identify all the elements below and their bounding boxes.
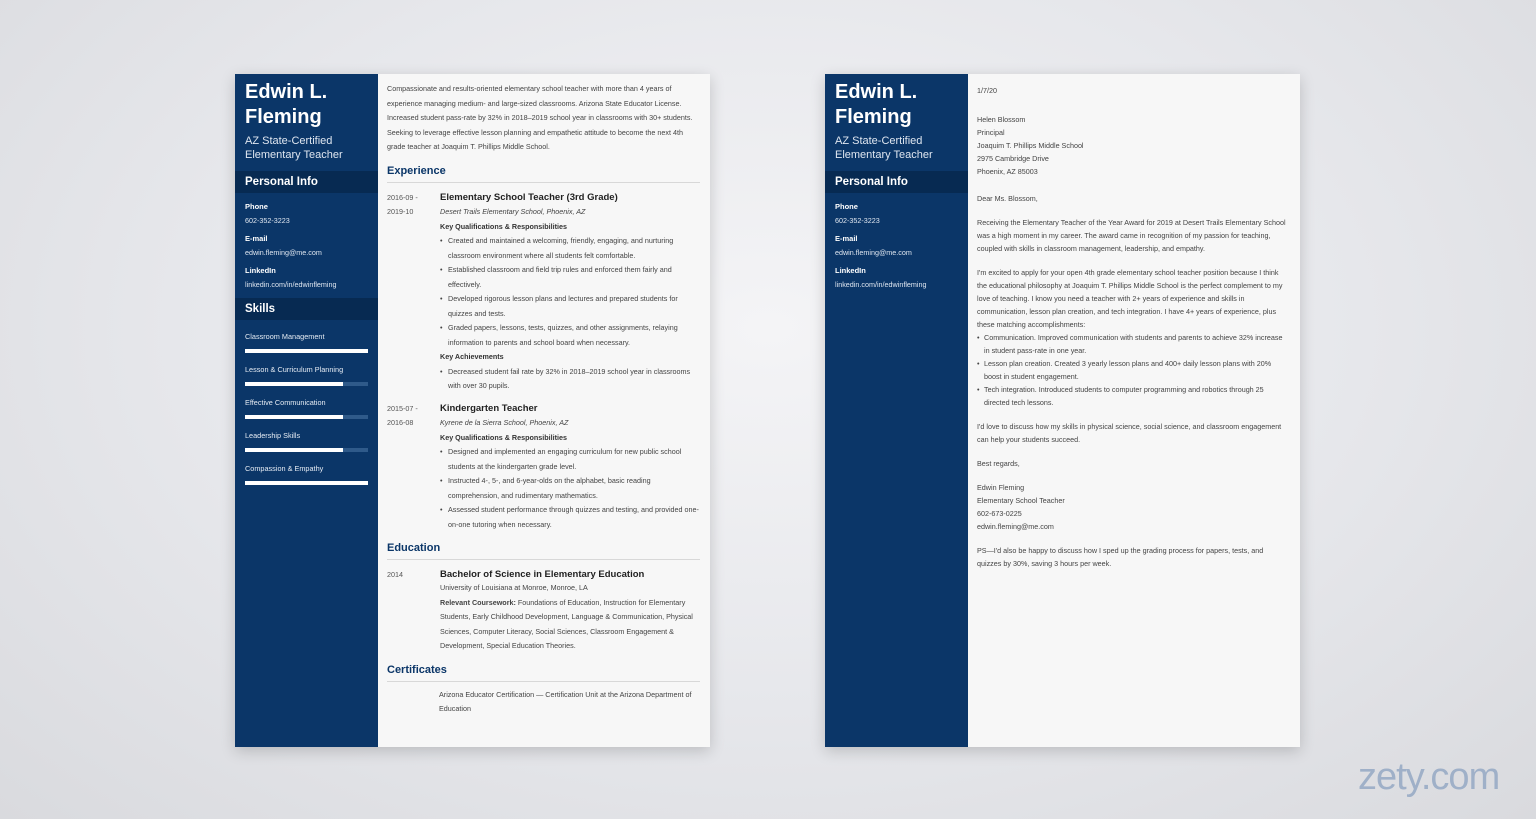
linkedin-label: LinkedIn [245,266,276,275]
resume-sidebar [235,74,378,747]
accomplishments [977,331,1288,409]
linkedin-label: LinkedIn [835,266,866,275]
experience-dates: 2016-09 - 2019-10 [387,192,418,216]
closing: Best regards, [977,459,1020,468]
phone-label: Phone [835,202,858,211]
list-item: • Tech integration. Introduced students to computer programming and robotics through 25 directed tech lessons. [984,383,1288,409]
linkedin-value: linkedin.com/in/edwinfleming [245,280,337,289]
responsibilities-list [440,445,700,532]
certificates-heading: Certificates [387,664,700,682]
letter-date: 1/7/20 [977,86,997,95]
skill-name: Effective Communication [245,398,326,407]
skill-fill [245,415,343,419]
skill-bar [245,448,368,452]
letter-job-title: AZ State-Certified Elementary Teacher [835,135,933,161]
resume-page [235,74,710,747]
personal-info [835,202,958,289]
experience-entry [387,402,700,533]
list-item: • Instructed 4-, 5-, and 6-year-olds on the alphabet, basic reading comprehension, and rudimentary mathematics. [448,474,700,503]
skill-bar [245,481,368,485]
skills-heading: Skills [235,298,378,320]
job-title: Elementary School Teacher (3rd Grade) [440,191,618,203]
list-item: • Lesson plan creation. Created 3 yearly lesson plans and 400+ daily lesson plans with 20% boost in student engagement. [984,357,1288,383]
postscript: PS—I'd also be happy to discuss how I sped up the grading process for papers, tests, and quizzes by 30%, saving 3 hours per week. [977,546,1264,568]
achievements-heading: Key Achievements [440,352,504,361]
responsibilities-heading: Key Qualifications & Responsibilities [440,432,568,442]
certificate: Arizona Educator Certification — Certification Unit at the Arizona Department of Education [439,689,692,713]
responsibilities-heading: Key Qualifications & Responsibilities [440,221,568,231]
school: University of Louisiana at Monroe, Monroe, LA [440,583,588,592]
resume-summary: Compassionate and results-oriented elementary school teacher with more than 4 years of experience managing medium- and large-sized classrooms. Arizona State Educator License. Increased student pass-rate by 32% in 2018–2019 school year in classrooms with 30+ students. Seeking to leverage effective lesson planning and empathetic attitude to become the next 4th grade teacher at Joaquim T. Phillips Middle School. [387,84,693,151]
experience-dates: 2015-07 - 2016-08 [387,403,418,427]
phone-label: Phone [245,202,268,211]
skill-bar [245,349,368,353]
email-label: E-mail [835,234,858,243]
list-item: • Designed and implemented an engaging curriculum for new public school students at the kindergarten grade level. [448,445,700,474]
accomplishments-list [977,331,1288,409]
skill-name: Lesson & Curriculum Planning [245,365,344,374]
education-entry [387,568,700,654]
personal-info-heading: Personal Info [825,171,968,193]
list-item: • Established classroom and field trip rules and enforced them fairly and effectively. [448,263,700,292]
skill-fill [245,481,368,485]
company: Desert Trails Elementary School, Phoenix, AZ [440,206,586,216]
list-item: • Graded papers, lessons, tests, quizzes, and other assignments, relaying information to parents and school board when necessary. [448,321,700,350]
letter-name: Edwin L. Fleming [835,81,918,128]
list-item: • Communication. Improved communication with students and parents to achieve 32% increase in student pass-rate in one year. [984,331,1288,357]
skill-bar [245,415,368,419]
list-item: • Created and maintained a welcoming, friendly, engaging, and nurturing classroom environment where all students felt comfortable. [448,234,700,263]
personal-info-heading: Personal Info [235,171,378,193]
letter-paragraph: Receiving the Elementary Teacher of the Year Award for 2019 at Desert Trails Elementary School was a high moment in my career. The award came in recognition of my passion for teaching, coupled with skills in classroom management, leadership, and empathy. [977,218,1286,253]
phone-value: 602-352-3223 [245,216,290,225]
skills-list [245,332,368,485]
skill-name: Compassion & Empathy [245,464,324,473]
skill-bar [245,382,368,386]
list-item: • Developed rigorous lesson plans and lectures and prepared students for quizzes and tests. [448,292,700,321]
email-label: E-mail [245,234,268,243]
skill-fill [245,382,343,386]
achievements-list [440,365,700,394]
skill-name: Leadership Skills [245,431,301,440]
experience-entry [387,191,700,394]
letter-sidebar [825,74,968,747]
zety-logo: zety.com [1358,756,1500,798]
company: Kyrene de la Sierra School, Phoenix, AZ [440,417,569,427]
experience-heading: Experience [387,165,700,183]
resume-main [378,74,710,747]
skill-name: Classroom Management [245,332,325,341]
degree: Bachelor of Science in Elementary Education [440,569,645,580]
signature-block: Edwin Fleming Elementary School Teacher 602-673-0225 edwin.fleming@me.com [977,483,1065,531]
job-title: Kindergarten Teacher [440,402,538,414]
education-heading: Education [387,542,700,560]
phone-value: 602-352-3223 [835,216,880,225]
responsibilities-list [440,234,700,350]
salutation: Dear Ms. Blossom, [977,194,1038,203]
recipient-block: Helen Blossom Principal Joaquim T. Phillips Middle School 2975 Cambridge Drive Phoenix, AZ 85003 [977,115,1084,176]
email-value: edwin.fleming@me.com [835,248,912,257]
skill-fill [245,448,343,452]
skill-fill [245,349,368,353]
resume-job-title: AZ State-Certified Elementary Teacher [245,135,343,161]
education-date: 2014 [387,570,403,579]
resume-name: Edwin L. Fleming [245,81,328,128]
coursework: Relevant Coursework: Foundations of Education, Instruction for Elementary Students, Early Childhood Development, Language & Communication, Physical Sciences, Computer Literacy, Social Sciences, Classroom Engagement & Development, Special Education Theories. [440,597,693,650]
list-item: • Decreased student fail rate by 32% in 2018–2019 school year in classrooms with over 30 pupils. [448,365,700,394]
personal-info [245,202,368,289]
letter-paragraph: I'd love to discuss how my skills in physical science, social science, and classroom engagement can help your students succeed. [977,422,1282,444]
cover-letter-page [825,74,1300,747]
list-item: • Assessed student performance through quizzes and testing, and provided one-on-one tutoring when necessary. [448,503,700,532]
letter-paragraph: I'm excited to apply for your open 4th grade elementary school teacher position because I think the educational philosophy at Joaquim T. Phillips Middle School is the perfect complement to my love of teaching. I know you need a teacher with 2+ years of experience and skills in communication, lesson plan creation, and tech integration. I have 4+ years of experience, plus these matching accomplishments: [977,268,1283,329]
letter-main [968,74,1300,747]
linkedin-value: linkedin.com/in/edwinfleming [835,280,927,289]
email-value: edwin.fleming@me.com [245,248,322,257]
